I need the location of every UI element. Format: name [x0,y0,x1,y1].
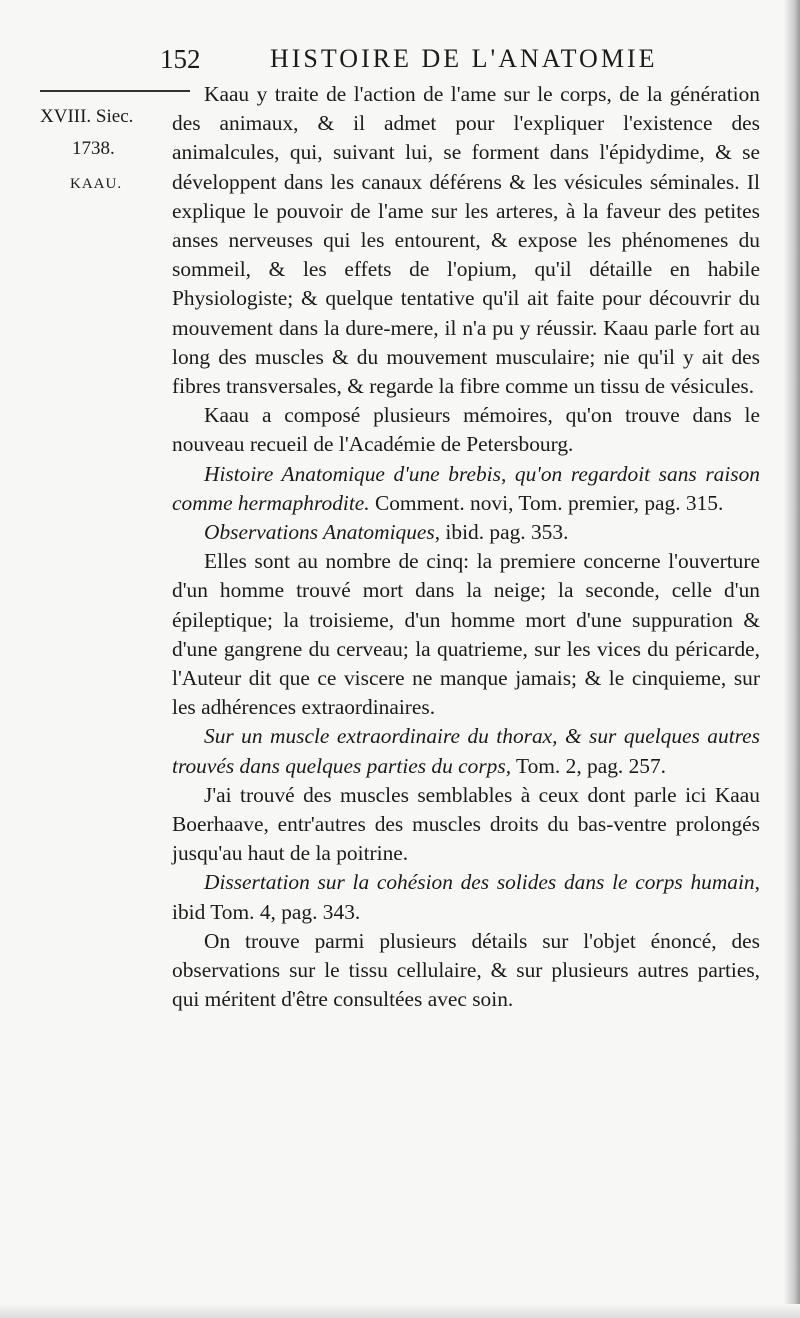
citation-title: Histoire Anatomique d'une brebis, qu'on regardoit sans raison comme hermaphrodite. [172,461,760,515]
paragraph-tissu-cellulaire: On trouve parmi plusieurs détails sur l'objet énoncé, des observations sur le tissu cellulaire, & sur plusieurs autres parties, qui méritent d'être consultées avec soin. [172,928,760,1012]
citation-title: Sur un muscle extraordinaire du thorax, & sur quelques autres trouvés dans quelques parties du corps, [172,724,760,778]
page-edge-shadow [784,0,800,1318]
page-number: 152 [160,44,201,74]
citation-brebis [172,460,760,518]
running-title: HISTOIRE DE L'ANATOMIE [270,44,658,73]
citation-reference: Comment. novi, Tom. premier, pag. 315. [369,490,724,515]
citation-observations [172,518,760,547]
main-text [172,80,760,1015]
page-bottom-shadow [0,1304,800,1318]
margin-author-name: KAAU. [70,176,123,192]
citation-reference: , ibid. pag. 353. [434,520,569,545]
paragraph-cinq-observations: Elles sont au nombre de cinq: la premiere concerne l'ouverture d'un homme trouvé mort dans la neige; la seconde, celle d'un épileptique; la troisieme, d'un homme mort d'une suppuration & d'une gangrene du cerveau; la quatrieme, sur les vices du péricarde, l'Auteur dit que ce viscere ne manque jamais; & le cinquieme, sur les adhérences extraordinaires. [172,549,760,720]
paragraph-muscles-semblables: J'ai trouvé des muscles semblables à ceux dont parle ici Kaau Boerhaave, entr'autres des muscles droits du bas-ventre prolongés jusqu'au haut de la poitrine. [172,782,760,866]
paragraph-kaau-action: Kaau y traite de l'action de l'ame sur le corps, de la génération des animaux, & il admet pour l'expliquer l'existence des animalcules, qui, suivant lui, se forment dans l'épidydime, & se développent dans les canaux déférens & les vésicules séminales. Il explique le pouvoir de l'ame sur les arteres, à la faveur des petites anses nerveuses qui les entourent, & expose les phénomenes du sommeil, & les effets de l'opium, qu'il détaille en habile Physiologiste; & quelque tentative qu'il ait faite pour découvrir du mouvement dans la dure-mere, il n'a pu y réussir. Kaau parle fort au long des muscles & du mouvement musculaire; nie qu'il y ait des fibres transversales, & regarde la fibre comme un tissu de vésicules. [172,82,760,399]
paragraph-memoires: Kaau a composé plusieurs mémoires, qu'on trouve dans le nouveau recueil de l'Académie de Petersbourg. [172,403,760,457]
margin-year: 1738. [72,138,115,159]
margin-rule [40,90,190,92]
citation-cohesion [172,868,760,926]
citation-reference: Tom. 2, pag. 257. [511,753,667,778]
citation-title: Observations Anatomiques [204,520,435,545]
citation-reference: , ibid Tom. 4, pag. 343. [172,870,760,924]
citation-muscle-thorax [172,722,760,780]
page-header [160,42,680,76]
citation-title: Dissertation sur la cohésion des solides dans le corps humain [204,870,755,895]
margin-century: XVIII. Siec. [40,106,134,127]
